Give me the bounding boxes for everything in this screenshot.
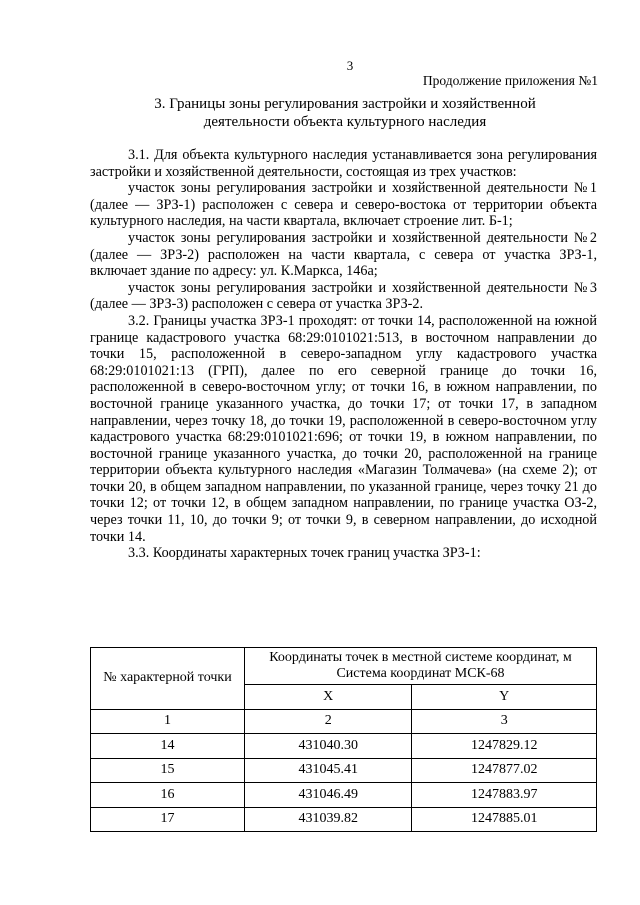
table-cell: 431046.49	[245, 783, 412, 808]
paragraph-3-3: 3.3. Координаты характерных точек границ участка ЗРЗ-1:	[128, 545, 481, 562]
paragraph-zrz2: участок зоны регулирования застройки и хозяйственной деятельности №2 (далее — ЗРЗ-2) расположен на части квартала, с севера от участка ЗРЗ-1, включает здание по адресу: ул. К.Маркса, 146а;	[90, 229, 597, 280]
coordinates-header-line: Координаты точек в местной системе координат, м	[269, 650, 572, 665]
table-cell: 431039.82	[245, 807, 412, 832]
table-cell: 1	[91, 709, 245, 734]
table-header-row	[91, 648, 597, 685]
coordinates-group-header	[245, 648, 597, 685]
table-cell: 14	[91, 734, 245, 759]
table-cell: 1247885.01	[412, 807, 597, 832]
table-row	[91, 783, 597, 808]
point-number-header: № характерной точки	[91, 648, 245, 710]
table-row	[91, 758, 597, 783]
table-cell: 17	[91, 807, 245, 832]
appendix-label: Продолжение приложения №1	[422, 73, 598, 88]
table-cell: 1247829.12	[412, 734, 597, 759]
table-row	[91, 807, 597, 832]
table-cell: 15	[91, 758, 245, 783]
table-cell: 431045.41	[245, 758, 412, 783]
table-cell: 1247877.02	[412, 758, 597, 783]
paragraph-zrz1: участок зоны регулирования застройки и хозяйственной деятельности №1 (далее — ЗРЗ-1) расположен с севера и северо-востока от территории объекта культурного наследия, на части квартала, включает строение лит. Б-1;	[90, 180, 597, 230]
table-cell: 2	[245, 709, 412, 734]
table-cell: 431040.30	[245, 734, 412, 759]
coordinates-table	[90, 647, 597, 832]
paragraph-3-2: 3.2. Границы участка ЗРЗ-1 проходят: от точки 14, расположенной на южной границе кадастрового участка 68:29:0101021:513, в восточном направлении до точки 15, расположенной в северо-западном углу кадастрового участка 68:29:0101021:13 (ГРП), далее по его северной границе до точки 16, расположенной в северо-восточном углу; от точки 16, в южном направлении, по восточной границе указанного участка, до точки 17; от точки 17, в западном направлении, через точку 18, до точки 19, расположенной в северо-восточном углу кадастрового участка 68:29:0101021:696; от точки 19, в южном направлении, по восточной границе указанного участка, до точки 20, расположенной на границе территории объекта культурного наследия «Магазин Толмачева» (на схеме 2); от точки 20, в общем западном направлении, по указанной границе, через точку 21 до точки 12; от точки 12, в общем западном направлении, по границе участка ОЗ-2, через точки 11, 10, до точки 9; от точки 9, в северном направлении, до исходной точки 14.	[90, 312, 597, 545]
x-header: X	[245, 685, 412, 710]
paragraph-zrz3: участок зоны регулирования застройки и хозяйственной деятельности №3 (далее — ЗРЗ-3) расположен с севера от участка ЗРЗ-2.	[90, 279, 597, 313]
page-number: 3	[346, 58, 354, 73]
y-header: Y	[412, 685, 597, 710]
document-body	[90, 147, 597, 562]
table-index-row	[91, 709, 597, 734]
table-cell: 3	[412, 709, 597, 734]
paragraph-3-1: 3.1. Для объекта культурного наследия устанавливается зона регулирования застройки и хозяйственной деятельности, состоящая из трех участков:	[90, 147, 597, 180]
table-cell: 16	[91, 783, 245, 808]
section-title-line: 3. Границы зоны регулирования застройки и хозяйственной	[154, 96, 536, 112]
section-title-line: деятельности объекта культурного наследия	[203, 113, 487, 130]
table-row	[91, 734, 597, 759]
table-cell: 1247883.97	[412, 783, 597, 808]
coordinates-header-line: Система координат МСК-68	[336, 666, 505, 681]
section-title	[75, 96, 615, 131]
